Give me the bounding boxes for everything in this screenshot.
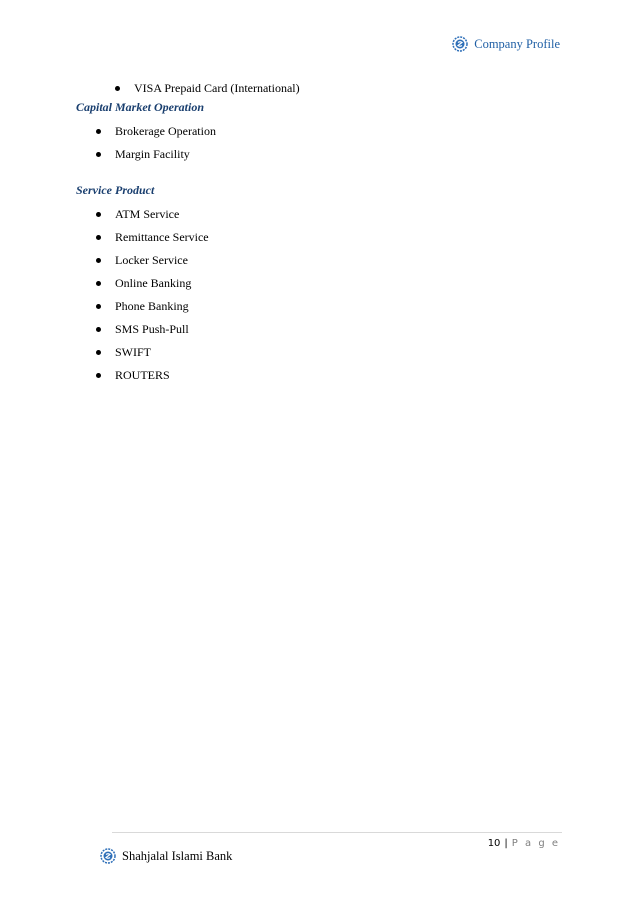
section-heading-service-product: Service Product bbox=[76, 183, 155, 197]
bullet-icon bbox=[96, 235, 101, 240]
list-item-label: ATM Service bbox=[115, 207, 180, 221]
bullet-icon bbox=[96, 350, 101, 355]
list-item-label: SMS Push-Pull bbox=[115, 322, 189, 336]
list-item bbox=[96, 207, 179, 222]
list-item-label: Locker Service bbox=[115, 253, 188, 267]
bullet-icon bbox=[96, 129, 101, 134]
list-item-label: Margin Facility bbox=[115, 147, 190, 161]
list-item-label: Phone Banking bbox=[115, 299, 189, 313]
list-item bbox=[115, 81, 300, 96]
list-item bbox=[96, 368, 170, 383]
bullet-icon bbox=[96, 304, 101, 309]
list-item bbox=[96, 124, 216, 139]
footer-divider bbox=[112, 832, 562, 833]
list-item-label: VISA Prepaid Card (International) bbox=[134, 81, 300, 95]
bank-logo-icon bbox=[100, 848, 116, 864]
bullet-icon bbox=[96, 373, 101, 378]
bullet-icon bbox=[96, 327, 101, 332]
bank-logo-icon bbox=[452, 36, 468, 52]
bullet-icon bbox=[96, 258, 101, 263]
list-item bbox=[96, 322, 189, 337]
list-item bbox=[96, 230, 209, 245]
page-header bbox=[452, 34, 560, 54]
page-number-value: 10 bbox=[487, 838, 501, 849]
page-number bbox=[488, 838, 560, 849]
list-item bbox=[96, 345, 151, 360]
header-title: Company Profile bbox=[474, 36, 560, 51]
footer-brand bbox=[100, 848, 232, 864]
list-item bbox=[96, 253, 188, 268]
bullet-icon bbox=[96, 281, 101, 286]
bullet-icon bbox=[96, 212, 101, 217]
page-label: P a g e bbox=[511, 838, 560, 849]
list-item-label: ROUTERS bbox=[115, 368, 170, 382]
list-item bbox=[96, 276, 191, 291]
page-number-separator: | bbox=[504, 838, 508, 849]
list-item-label: Remittance Service bbox=[115, 230, 209, 244]
list-item-label: SWIFT bbox=[115, 345, 151, 359]
footer-bank-name: Shahjalal Islami Bank bbox=[122, 848, 233, 863]
list-item bbox=[96, 299, 189, 314]
list-item-label: Brokerage Operation bbox=[115, 124, 216, 138]
list-item bbox=[96, 147, 190, 162]
bullet-icon bbox=[115, 86, 120, 91]
bullet-icon bbox=[96, 152, 101, 157]
section-heading-capital-market: Capital Market Operation bbox=[76, 100, 205, 114]
list-item-label: Online Banking bbox=[115, 276, 192, 290]
